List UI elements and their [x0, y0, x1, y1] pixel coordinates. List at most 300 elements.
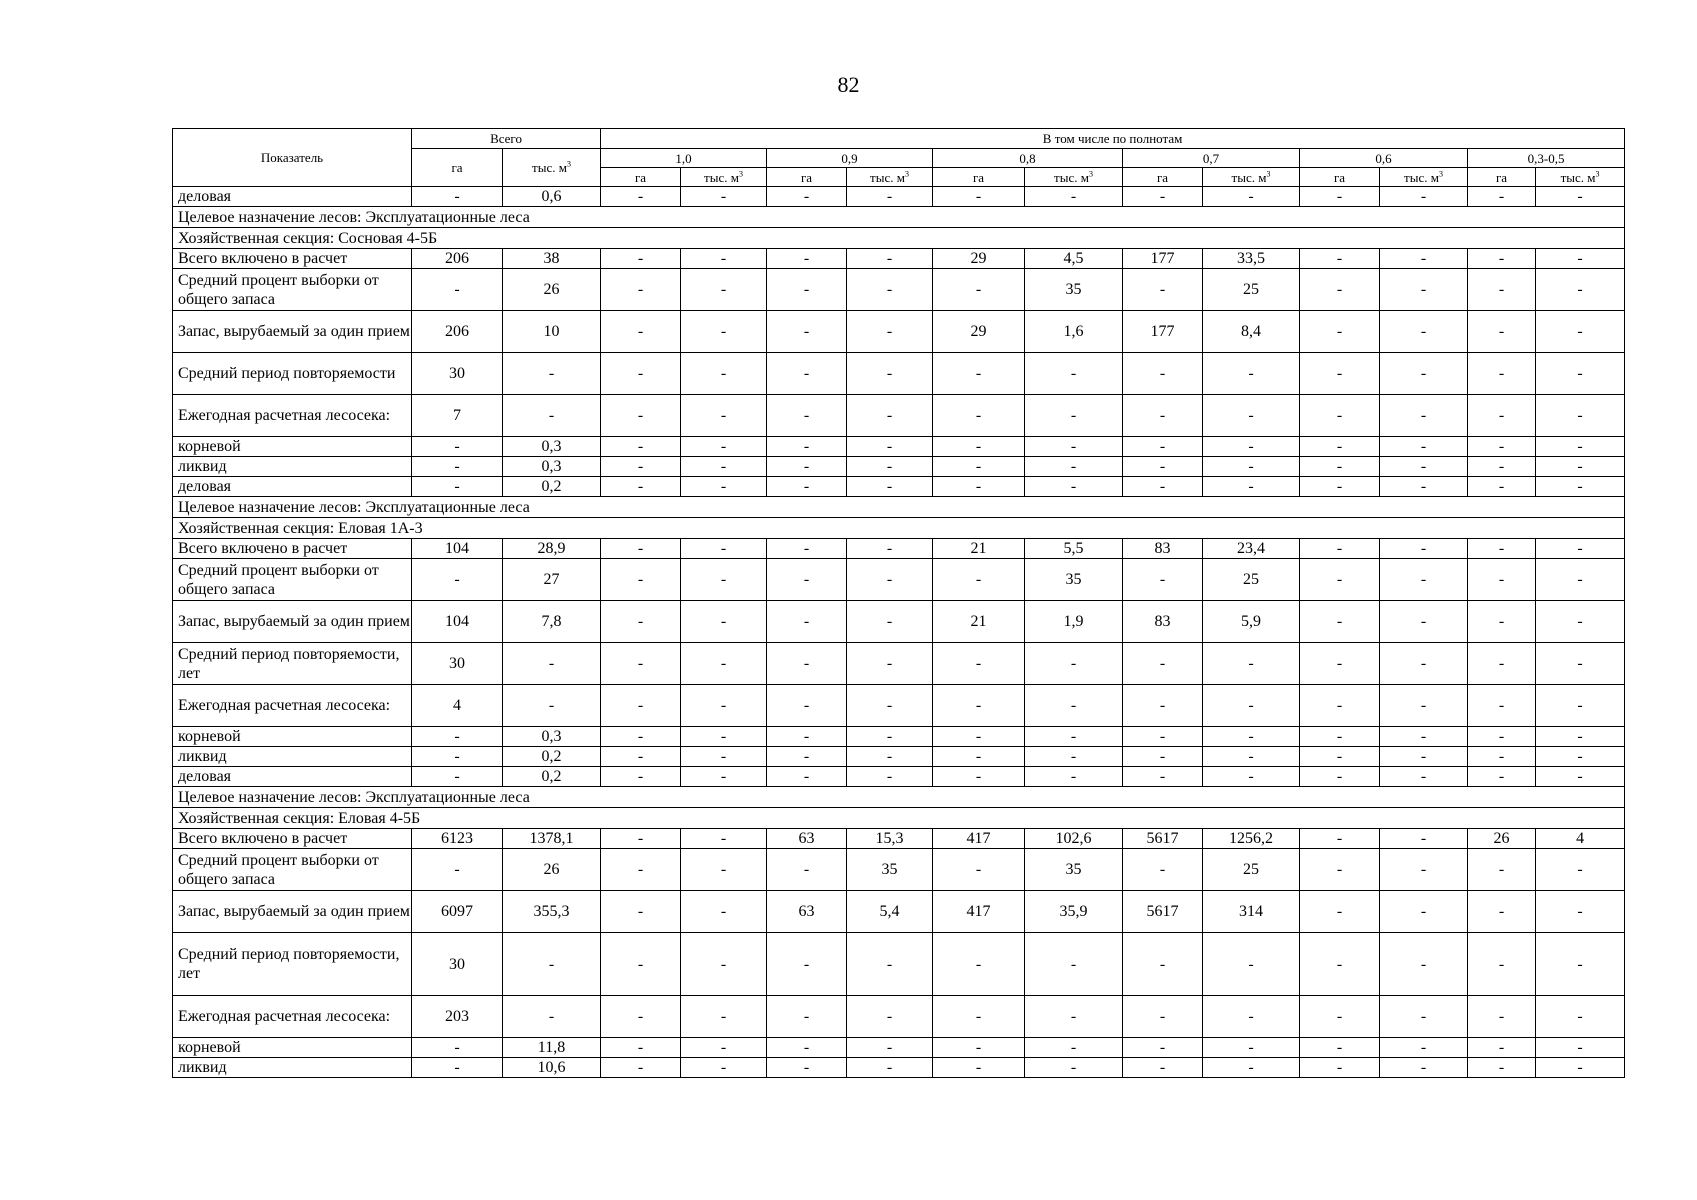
table-cell: 27	[503, 559, 601, 601]
row-label: Ежегодная расчетная лесосека:	[173, 395, 412, 437]
header-unit-ha: га	[767, 168, 847, 187]
table-cell: -	[1025, 685, 1123, 727]
table-row	[173, 891, 1625, 933]
table-cell: -	[412, 1058, 503, 1078]
table-cell: -	[1300, 601, 1380, 643]
table-cell: -	[1123, 685, 1203, 727]
table-cell: -	[1300, 747, 1380, 767]
table-cell: -	[412, 187, 503, 207]
table-cell: -	[1203, 353, 1300, 395]
table-cell: -	[933, 643, 1025, 685]
row-label: Средний процент выборки от общего запаса	[173, 849, 412, 891]
table-cell: -	[1123, 477, 1203, 497]
table-cell: 33,5	[1203, 249, 1300, 269]
table-cell: 206	[412, 249, 503, 269]
table-cell: -	[847, 601, 933, 643]
table-cell: -	[1123, 1058, 1203, 1078]
table-cell: 1378,1	[503, 829, 601, 849]
table-row	[173, 395, 1625, 437]
table-cell: -	[847, 477, 933, 497]
header-density-6: 0,3-0,5	[1468, 149, 1625, 168]
table-cell: -	[681, 767, 767, 787]
table-body	[173, 187, 1625, 1078]
table-cell: -	[601, 747, 681, 767]
table-row	[173, 187, 1625, 207]
table-cell: -	[847, 747, 933, 767]
table-cell: -	[1300, 685, 1380, 727]
table-cell: -	[681, 849, 767, 891]
table-cell: -	[847, 685, 933, 727]
header-unit-volume: тыс. $м^3$	[1025, 168, 1123, 187]
table-cell: -	[1300, 269, 1380, 311]
table-cell: 4,5	[1025, 249, 1123, 269]
row-label: Запас, вырубаемый за один прием	[173, 311, 412, 353]
header-unit-volume: тыс. $м^3$	[847, 168, 933, 187]
table-cell: 5617	[1123, 829, 1203, 849]
table-cell: -	[1123, 996, 1203, 1038]
table-cell: -	[933, 685, 1025, 727]
table-cell: -	[1468, 477, 1536, 497]
table-cell: 5617	[1123, 891, 1203, 933]
header-by-density: В том числе по полнотам	[601, 129, 1625, 149]
table-cell: -	[681, 249, 767, 269]
table-cell: -	[412, 269, 503, 311]
table-cell: 0,2	[503, 747, 601, 767]
row-label: ликвид	[173, 747, 412, 767]
table-cell: -	[1300, 395, 1380, 437]
table-cell: 63	[767, 891, 847, 933]
table-cell: -	[601, 829, 681, 849]
table-cell: -	[1300, 643, 1380, 685]
table-cell: 29	[933, 311, 1025, 353]
table-cell: -	[1123, 747, 1203, 767]
table-cell: 104	[412, 601, 503, 643]
table-cell: -	[1025, 767, 1123, 787]
header-unit-ha: га	[601, 168, 681, 187]
table-cell: -	[767, 269, 847, 311]
table-cell: 63	[767, 829, 847, 849]
table-cell: 10,6	[503, 1058, 601, 1078]
table-cell: -	[1536, 457, 1625, 477]
table-row	[173, 559, 1625, 601]
table-cell: -	[601, 539, 681, 559]
table-cell: -	[1123, 933, 1203, 996]
table-cell: -	[1025, 353, 1123, 395]
table-cell: 25	[1203, 559, 1300, 601]
table-cell: -	[1468, 727, 1536, 747]
table-cell: -	[847, 457, 933, 477]
table-row	[173, 249, 1625, 269]
table-row	[173, 311, 1625, 353]
table-row	[173, 1038, 1625, 1058]
table-cell: -	[1380, 1058, 1468, 1078]
table-cell: -	[767, 933, 847, 996]
header-unit-ha: га	[933, 168, 1025, 187]
section-title: Целевое назначение лесов: Эксплуатационные леса	[173, 497, 1625, 518]
table-cell: -	[1203, 437, 1300, 457]
table-cell: -	[1468, 1058, 1536, 1078]
table-cell: -	[1380, 829, 1468, 849]
table-cell: 30	[412, 933, 503, 996]
table-cell: -	[1380, 685, 1468, 727]
table-cell: 28,9	[503, 539, 601, 559]
table-cell: 7	[412, 395, 503, 437]
table-cell: -	[1203, 747, 1300, 767]
table-cell: -	[1025, 477, 1123, 497]
table-cell: -	[1380, 1038, 1468, 1058]
table-cell: 83	[1123, 601, 1203, 643]
table-cell: -	[1025, 727, 1123, 747]
table-cell: -	[933, 747, 1025, 767]
table-cell: 0,2	[503, 767, 601, 787]
table-cell: -	[847, 933, 933, 996]
section-row	[173, 207, 1625, 228]
table-cell: -	[1300, 539, 1380, 559]
table-cell: -	[1380, 601, 1468, 643]
table-cell: -	[601, 1038, 681, 1058]
table-cell: -	[681, 829, 767, 849]
table-cell: -	[601, 849, 681, 891]
section-title: Хозяйственная секция: Еловая 4-5Б	[173, 808, 1625, 829]
table-cell: -	[1536, 187, 1625, 207]
row-label: Ежегодная расчетная лесосека:	[173, 685, 412, 727]
table-cell: 0,6	[503, 187, 601, 207]
table-cell: -	[767, 601, 847, 643]
table-cell: 35	[1025, 559, 1123, 601]
table-cell: 83	[1123, 539, 1203, 559]
table-cell: -	[1380, 311, 1468, 353]
table-cell: -	[1468, 269, 1536, 311]
row-label: деловая	[173, 187, 412, 207]
table-cell: -	[681, 187, 767, 207]
table-cell: -	[1536, 685, 1625, 727]
table-cell: -	[1536, 477, 1625, 497]
table-cell: -	[847, 311, 933, 353]
table-cell: -	[767, 187, 847, 207]
header-density-4: 0,7	[1123, 149, 1300, 168]
table-cell: -	[412, 477, 503, 497]
table-row	[173, 1058, 1625, 1078]
section-title: Хозяйственная секция: Еловая 1А-3	[173, 518, 1625, 539]
table-cell: -	[601, 477, 681, 497]
table-cell: -	[1300, 559, 1380, 601]
table-cell: 35	[1025, 269, 1123, 311]
table-cell: -	[1468, 996, 1536, 1038]
table-cell: -	[1468, 311, 1536, 353]
table-cell: -	[767, 996, 847, 1038]
table-cell: 417	[933, 891, 1025, 933]
table-cell: -	[681, 933, 767, 996]
table-row	[173, 996, 1625, 1038]
table-cell: 23,4	[1203, 539, 1300, 559]
table-cell: -	[1468, 643, 1536, 685]
table-cell: -	[1536, 747, 1625, 767]
table-cell: -	[933, 353, 1025, 395]
table-cell: -	[1380, 747, 1468, 767]
table-cell: -	[1123, 187, 1203, 207]
table-cell: -	[1536, 1058, 1625, 1078]
table-cell: -	[1203, 643, 1300, 685]
table-cell: -	[1468, 187, 1536, 207]
table-cell: -	[1380, 643, 1468, 685]
table-cell: -	[1123, 353, 1203, 395]
table-cell: -	[767, 1038, 847, 1058]
header-unit-volume: тыс. $м^3$	[681, 168, 767, 187]
header-total-volume: тыс. $м^3$	[503, 149, 601, 187]
row-label: ликвид	[173, 1058, 412, 1078]
table-cell: -	[681, 1038, 767, 1058]
table-cell: 102,6	[1025, 829, 1123, 849]
table-cell: -	[933, 933, 1025, 996]
table-cell: -	[601, 1058, 681, 1078]
table-cell: -	[1025, 643, 1123, 685]
table-cell: -	[1468, 601, 1536, 643]
forest-cutting-table	[172, 128, 1625, 1078]
table-cell: -	[767, 311, 847, 353]
table-cell: -	[1203, 477, 1300, 497]
table-cell: -	[1025, 187, 1123, 207]
table-cell: -	[601, 685, 681, 727]
table-cell: 0,3	[503, 727, 601, 747]
table-cell: -	[601, 559, 681, 601]
table-cell: -	[767, 849, 847, 891]
table-cell: -	[1300, 437, 1380, 457]
table-cell: -	[412, 437, 503, 457]
table-cell: 4	[412, 685, 503, 727]
table-cell: -	[1300, 727, 1380, 747]
table-cell: 21	[933, 601, 1025, 643]
table-cell: -	[1380, 395, 1468, 437]
table-cell: -	[1025, 996, 1123, 1038]
row-label: Всего включено в расчет	[173, 249, 412, 269]
table-cell: 1,6	[1025, 311, 1123, 353]
table-cell: 30	[412, 353, 503, 395]
table-cell: -	[847, 437, 933, 457]
table-cell: -	[1300, 996, 1380, 1038]
table-cell: -	[1203, 1038, 1300, 1058]
row-label: деловая	[173, 477, 412, 497]
header-unit-ha: га	[1300, 168, 1380, 187]
table-cell: -	[767, 1058, 847, 1078]
table-cell: 35	[847, 849, 933, 891]
row-label: корневой	[173, 727, 412, 747]
table-cell: 1,9	[1025, 601, 1123, 643]
table-cell: 6123	[412, 829, 503, 849]
table-cell: -	[503, 353, 601, 395]
table-cell: 8,4	[1203, 311, 1300, 353]
table-cell: -	[503, 933, 601, 996]
table-cell: -	[601, 437, 681, 457]
table-cell: -	[847, 269, 933, 311]
table-cell: -	[1380, 996, 1468, 1038]
table-row	[173, 269, 1625, 311]
row-label: корневой	[173, 1038, 412, 1058]
row-label: Средний период повторяемости, лет	[173, 643, 412, 685]
table-cell: -	[1025, 395, 1123, 437]
table-cell: -	[503, 685, 601, 727]
table-cell: -	[412, 727, 503, 747]
table-cell: -	[1123, 457, 1203, 477]
table-cell: -	[933, 269, 1025, 311]
row-label: Ежегодная расчетная лесосека:	[173, 996, 412, 1038]
table-cell: -	[847, 249, 933, 269]
table-cell: -	[1025, 933, 1123, 996]
row-label: Всего включено в расчет	[173, 829, 412, 849]
table-cell: 177	[1123, 311, 1203, 353]
table-cell: -	[1203, 1058, 1300, 1078]
table-cell: -	[1123, 849, 1203, 891]
table-cell: -	[601, 767, 681, 787]
table-cell: -	[1123, 767, 1203, 787]
table-cell: -	[767, 353, 847, 395]
table-cell: -	[767, 767, 847, 787]
table-cell: -	[601, 933, 681, 996]
table-cell: -	[681, 891, 767, 933]
table-row	[173, 437, 1625, 457]
table-cell: 26	[1468, 829, 1536, 849]
row-label: Запас, вырубаемый за один прием	[173, 891, 412, 933]
table-cell: 21	[933, 539, 1025, 559]
table-cell: -	[767, 747, 847, 767]
table-cell: -	[1380, 891, 1468, 933]
section-row	[173, 518, 1625, 539]
table-cell: 4	[1536, 829, 1625, 849]
table-cell: -	[503, 996, 601, 1038]
header-unit-ha: га	[1468, 168, 1536, 187]
table-cell: 0,3	[503, 437, 601, 457]
table-cell: -	[601, 457, 681, 477]
row-label: корневой	[173, 437, 412, 457]
table-cell: -	[1468, 767, 1536, 787]
table-cell: -	[847, 727, 933, 747]
table-cell: 35	[1025, 849, 1123, 891]
table-cell: 38	[503, 249, 601, 269]
table-header	[173, 129, 1625, 187]
table-cell: -	[1468, 685, 1536, 727]
table-cell: 25	[1203, 849, 1300, 891]
table-cell: -	[1300, 767, 1380, 787]
table-cell: -	[1300, 457, 1380, 477]
table-cell: -	[1123, 269, 1203, 311]
table-cell: -	[1203, 685, 1300, 727]
table-cell: -	[1380, 767, 1468, 787]
table-cell: -	[681, 685, 767, 727]
table-cell: -	[1536, 643, 1625, 685]
table-cell: -	[933, 395, 1025, 437]
header-unit-volume: тыс. $м^3$	[1203, 168, 1300, 187]
table-cell: -	[681, 311, 767, 353]
table-cell: -	[847, 187, 933, 207]
table-cell: -	[1203, 767, 1300, 787]
table-row	[173, 643, 1625, 685]
table-cell: 104	[412, 539, 503, 559]
row-label: Средний период повторяемости, лет	[173, 933, 412, 996]
table-row	[173, 353, 1625, 395]
table-cell: -	[1468, 849, 1536, 891]
table-cell: -	[767, 457, 847, 477]
table-cell: 0,2	[503, 477, 601, 497]
header-unit-volume: тыс. $м^3$	[1536, 168, 1625, 187]
table-cell: -	[601, 269, 681, 311]
table-cell: -	[933, 437, 1025, 457]
table-cell: -	[1468, 353, 1536, 395]
table-cell: -	[1380, 727, 1468, 747]
table-cell: -	[933, 727, 1025, 747]
table-row	[173, 685, 1625, 727]
table-cell: -	[503, 395, 601, 437]
row-label: ликвид	[173, 457, 412, 477]
section-row	[173, 497, 1625, 518]
table-cell: 314	[1203, 891, 1300, 933]
table-cell: -	[767, 727, 847, 747]
table-cell: -	[1300, 933, 1380, 996]
table-cell: -	[1536, 395, 1625, 437]
table-cell: -	[1300, 311, 1380, 353]
table-cell: -	[933, 1058, 1025, 1078]
table-cell: -	[601, 643, 681, 685]
table-cell: -	[601, 187, 681, 207]
table-cell: -	[1536, 601, 1625, 643]
table-cell: -	[933, 1038, 1025, 1058]
table-cell: -	[847, 996, 933, 1038]
header-density-5: 0,6	[1300, 149, 1468, 168]
page-number: 82	[837, 72, 860, 97]
table-cell: -	[681, 539, 767, 559]
header-total-ha: га	[412, 149, 503, 187]
section-row	[173, 228, 1625, 249]
table-cell: -	[1536, 539, 1625, 559]
header-unit-volume: тыс. $м^3$	[1380, 168, 1468, 187]
table-cell: -	[1380, 249, 1468, 269]
table-cell: -	[681, 477, 767, 497]
section-title: Целевое назначение лесов: Эксплуатационные леса	[173, 207, 1625, 228]
table-cell: -	[412, 457, 503, 477]
table-cell: -	[933, 457, 1025, 477]
table-cell: -	[681, 457, 767, 477]
table-cell: 7,8	[503, 601, 601, 643]
table-cell: 0,3	[503, 457, 601, 477]
table-cell: -	[1468, 539, 1536, 559]
table-cell: -	[1300, 249, 1380, 269]
table-cell: -	[847, 353, 933, 395]
table-row	[173, 727, 1625, 747]
table-cell: -	[1380, 187, 1468, 207]
table-cell: -	[601, 727, 681, 747]
table-cell: 35,9	[1025, 891, 1123, 933]
table-cell: -	[1536, 559, 1625, 601]
table-cell: -	[1468, 747, 1536, 767]
table-cell: -	[1300, 1038, 1380, 1058]
table-cell: 11,8	[503, 1038, 601, 1058]
table-cell: -	[933, 559, 1025, 601]
table-cell: -	[1380, 849, 1468, 891]
table-row	[173, 767, 1625, 787]
table-cell: 177	[1123, 249, 1203, 269]
section-title: Хозяйственная секция: Сосновая 4-5Б	[173, 228, 1625, 249]
table-cell: -	[681, 395, 767, 437]
header-density-3: 0,8	[933, 149, 1123, 168]
table-cell: -	[681, 269, 767, 311]
table-cell: -	[1536, 727, 1625, 747]
table-cell: -	[1300, 891, 1380, 933]
table-cell: -	[1380, 933, 1468, 996]
table-cell: -	[601, 601, 681, 643]
table-cell: -	[1025, 747, 1123, 767]
table-cell: -	[503, 643, 601, 685]
table-cell: 10	[503, 311, 601, 353]
section-title: Целевое назначение лесов: Эксплуатационные леса	[173, 787, 1625, 808]
table-cell: -	[1468, 437, 1536, 457]
